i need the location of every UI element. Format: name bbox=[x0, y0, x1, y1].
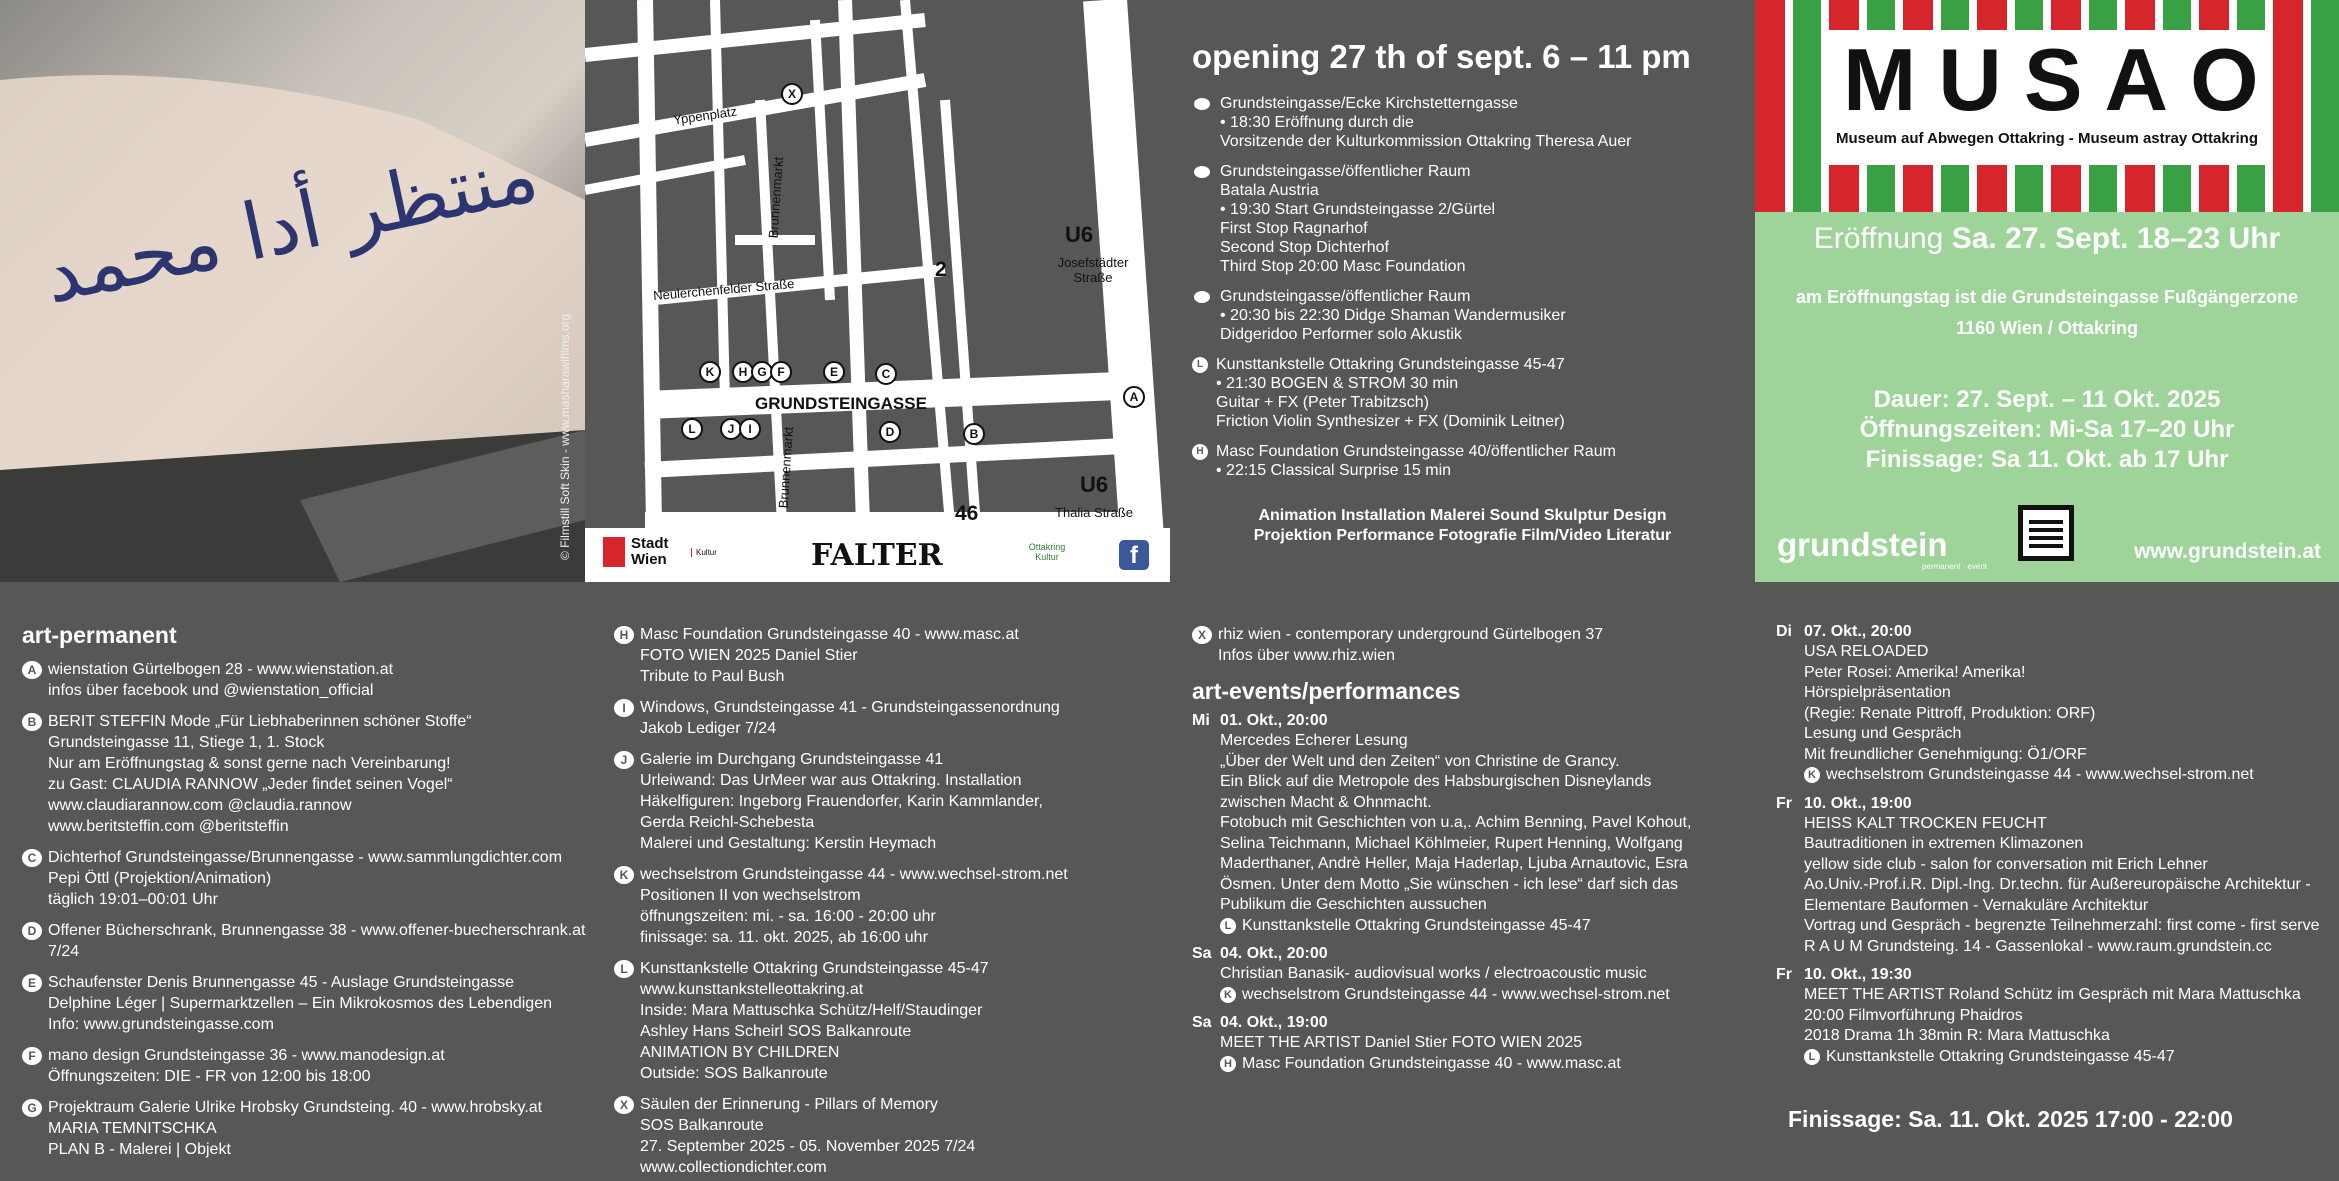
location-line: Ashley Hans Scheirl SOS Balkanroute bbox=[640, 1023, 912, 1040]
location-marker: E bbox=[22, 974, 42, 992]
event-body bbox=[1192, 731, 1740, 936]
event-weekday: Fr bbox=[1776, 794, 1792, 812]
location-lines bbox=[48, 659, 393, 701]
art-permanent-col-2 bbox=[590, 582, 1180, 1181]
event-location bbox=[1220, 985, 1740, 1006]
location-line: Kunsttankstelle Ottakring Grundsteingasse 45-47 bbox=[640, 960, 989, 977]
location-entry bbox=[22, 1097, 570, 1160]
location-marker: C bbox=[22, 849, 42, 867]
art-permanent-title: art-permanent bbox=[22, 622, 177, 648]
event-line: Peter Rosei: Amerika! Amerika! bbox=[1804, 663, 2026, 681]
location-line: PLAN B - Malerei | Objekt bbox=[48, 1141, 231, 1158]
opening-line: Grundsteingasse/öffentlicher Raum bbox=[1220, 288, 1471, 305]
map-marker-h[interactable]: H bbox=[732, 361, 754, 383]
location-line: Info: www.grundsteingasse.com bbox=[48, 1016, 274, 1033]
location-line: finissage: sa. 11. okt. 2025, ab 16:00 uhr bbox=[640, 929, 928, 946]
event-line: Publikum die Geschichten aussuchen bbox=[1220, 896, 1487, 913]
location-line: zu Gast: CLAUDIA RANNOW „Jeder findet seinen Vogel“ bbox=[48, 776, 453, 793]
event-location-text: Kunsttankstelle Ottakring Grundsteingasse 45-47 bbox=[1242, 916, 1591, 934]
event-line: 20:00 Filmvorführung Phaidros bbox=[1804, 1006, 2023, 1024]
map-marker-x[interactable]: X bbox=[781, 83, 803, 105]
event-line: USA RELOADED bbox=[1804, 643, 1929, 660]
opening-line: • 18:30 Eröffnung durch die bbox=[1220, 114, 1414, 131]
event-line: „Über der Welt und den Zeiten“ von Christine de Grancy. bbox=[1220, 752, 1620, 770]
location-lines bbox=[48, 1097, 542, 1160]
location-entry bbox=[22, 711, 570, 837]
map-marker-e[interactable]: E bbox=[823, 361, 845, 383]
opening-marker bbox=[1194, 291, 1210, 303]
event-location-marker: K bbox=[1804, 767, 1820, 783]
event-weekday: Sa bbox=[1192, 1014, 1212, 1031]
map-marker-l[interactable]: L bbox=[681, 418, 703, 440]
grundstein-sub: permanent · event bbox=[1922, 562, 1987, 571]
grundstein-logo bbox=[1777, 528, 1987, 571]
opening-line: Vorsitzende der Kulturkommission Ottakring Theresa Auer bbox=[1220, 133, 1632, 150]
opening-entry bbox=[1192, 355, 1733, 431]
categories-line-2: Projektion Performance Fotografie Film/Video Literatur bbox=[1253, 527, 1672, 544]
opening-entry-lines bbox=[1216, 442, 1616, 480]
location-line: Malerei und Gestaltung: Kerstin Heymach bbox=[640, 835, 937, 852]
event-item bbox=[1776, 794, 2319, 958]
opening-line: • 22:15 Classical Surprise 15 min bbox=[1216, 462, 1452, 479]
event-location bbox=[1804, 765, 2319, 786]
art-permanent-list-2 bbox=[614, 624, 1160, 1178]
sponsor-stadt-wien bbox=[603, 536, 717, 568]
location-lines bbox=[48, 1045, 445, 1087]
event-line: Fotobuch mit Geschichten von u.a,. Achim Benning, Pavel Kohout, bbox=[1220, 814, 1692, 831]
eroeffnung-label: Eröffnung bbox=[1813, 222, 1944, 255]
opening-line: Grundsteingasse/öffentlicher Raum bbox=[1220, 163, 1471, 180]
location-line: Jakob Lediger 7/24 bbox=[640, 720, 777, 737]
event-date: 07. Okt., 20:00 bbox=[1804, 623, 1912, 640]
location-line: infos über facebook und @wienstation_official bbox=[48, 682, 374, 699]
event-header bbox=[1776, 965, 2319, 985]
location-entry bbox=[22, 659, 570, 701]
opening-marker: L bbox=[1192, 357, 1208, 373]
event-location-marker: L bbox=[1804, 1049, 1820, 1065]
location-entry bbox=[614, 1094, 1160, 1178]
location-line: SOS Balkanroute bbox=[640, 1117, 764, 1134]
event-line: Mercedes Echerer Lesung bbox=[1220, 732, 1408, 749]
map-marker-i[interactable]: I bbox=[739, 418, 761, 440]
location-line: Offener Bücherschrank, Brunnengasse 38 - www.offener-buecherschrank.at bbox=[48, 922, 586, 939]
musao-panel bbox=[1755, 0, 2339, 582]
location-line: rhiz wien - contemporary underground Gürtelbogen 37 bbox=[1218, 626, 1604, 643]
street-brunnenmarkt-top: Brunnenmarkt bbox=[765, 156, 787, 239]
location-lines bbox=[640, 864, 1068, 948]
opening-line: Second Stop Dichterhof bbox=[1220, 239, 1389, 256]
event-line: R A U M Grundsteing. 14 - Gassenlokal - www.raum.grundstein.cc bbox=[1804, 937, 2272, 955]
event-location-marker: K bbox=[1220, 987, 1236, 1003]
location-marker: H bbox=[614, 626, 634, 644]
sponsor-ottakring: Ottakring Kultur bbox=[1028, 542, 1066, 562]
event-header bbox=[1776, 794, 2319, 814]
location-line: wechselstrom Grundsteingasse 44 - www.wechsel-strom.net bbox=[640, 866, 1068, 883]
map-marker-a[interactable]: A bbox=[1123, 386, 1145, 408]
zone-line-2: 1160 Wien / Ottakring bbox=[1956, 318, 2138, 338]
event-item bbox=[1192, 711, 1740, 936]
event-item bbox=[1192, 944, 1740, 1005]
event-line: MEET THE ARTIST Daniel Stier FOTO WIEN 2025 bbox=[1220, 1034, 1583, 1051]
finissage-short: Finissage: Sa 11. Okt. ab 17 Uhr bbox=[1865, 446, 2229, 473]
opening-marker bbox=[1194, 166, 1210, 178]
street-neulerchenfelder: Neulerchenfelder Straße bbox=[652, 275, 796, 304]
opening-list bbox=[1192, 94, 1733, 480]
event-location-text: Masc Foundation Grundsteingasse 40 - www.masc.at bbox=[1242, 1054, 1621, 1072]
street-grundsteingasse: GRUNDSTEINGASSE bbox=[755, 394, 927, 413]
location-line: BERIT STEFFIN Mode „Für Liebhaberinnen schöner Stoffe“ bbox=[48, 713, 472, 730]
location-line: Infos über www.rhiz.wien bbox=[1218, 647, 1395, 664]
event-location bbox=[1220, 1054, 1740, 1075]
location-line: Tribute to Paul Bush bbox=[640, 668, 785, 685]
location-entry bbox=[22, 920, 586, 962]
tram-2: 2 bbox=[935, 258, 947, 281]
opening-line: Didgeridoo Performer solo Akustik bbox=[1220, 326, 1462, 343]
musao-logo bbox=[1821, 30, 2281, 165]
location-line: ANIMATION BY CHILDREN bbox=[640, 1044, 840, 1061]
events-col-2 bbox=[1760, 582, 2339, 1181]
event-header bbox=[1776, 622, 2319, 642]
location-lines bbox=[640, 697, 1060, 739]
event-line: Bautraditionen in extremen Klimazonen bbox=[1804, 835, 2084, 852]
map-marker-d[interactable]: D bbox=[879, 421, 901, 443]
location-entry bbox=[22, 1045, 570, 1087]
location-line: wienstation Gürtelbogen 28 - www.wienstation.at bbox=[48, 661, 394, 678]
location-line: MARIA TEMNITSCHKA bbox=[48, 1120, 217, 1137]
opening-line: Masc Foundation Grundsteingasse 40/öffentlicher Raum bbox=[1216, 443, 1616, 460]
location-line: öffnungszeiten: mi. - sa. 16:00 - 20:00 uhr bbox=[640, 908, 936, 925]
event-weekday: Mi bbox=[1192, 712, 1210, 729]
u6-top: U6 bbox=[1065, 222, 1094, 247]
location-entry bbox=[22, 972, 570, 1035]
location-line: Schaufenster Denis Brunnengasse 45 - Auslage Grundsteingasse bbox=[48, 974, 515, 991]
location-line: Pepi Öttl (Projektion/Animation) bbox=[48, 870, 272, 887]
location-entry bbox=[614, 749, 1160, 854]
location-marker: X bbox=[614, 1096, 634, 1114]
oeffnungszeiten: Öffnungszeiten: Mi-Sa 17–20 Uhr bbox=[1859, 416, 2235, 443]
opening-line: Third Stop 20:00 Masc Foundation bbox=[1220, 258, 1466, 275]
event-date: 10. Okt., 19:00 bbox=[1804, 794, 1912, 812]
location-lines bbox=[640, 1094, 975, 1178]
event-location-marker: L bbox=[1220, 918, 1236, 934]
location-line: 7/24 bbox=[48, 943, 80, 960]
location-marker: A bbox=[22, 661, 42, 679]
location-line: Projektraum Galerie Ulrike Hrobsky Grundsteing. 40 - www.hrobsky.at bbox=[48, 1099, 543, 1116]
opening-line: Grundsteingasse/Ecke Kirchstetterngasse bbox=[1220, 95, 1518, 112]
location-lines bbox=[640, 749, 1043, 854]
opening-entry bbox=[1192, 287, 1733, 344]
opening-entry-lines bbox=[1220, 287, 1566, 344]
photo-credit: © Filmstill Soft Skin - www.masharawifilms.org bbox=[558, 313, 572, 560]
location-lines bbox=[48, 847, 562, 910]
event-line: 2018 Drama 1h 38min R: Mara Mattuschka bbox=[1804, 1027, 2110, 1044]
location-marker: G bbox=[22, 1099, 42, 1117]
event-line: Hörspielpräsentation bbox=[1804, 684, 1951, 701]
opening-line: • 19:30 Start Grundsteingasse 2/Gürtel bbox=[1220, 201, 1496, 218]
location-marker: D bbox=[22, 922, 42, 940]
location-entry bbox=[1192, 624, 1740, 666]
eroeffnung bbox=[1755, 222, 2339, 256]
street-thalia: Thalia Straße bbox=[1055, 505, 1134, 520]
location-line: Galerie im Durchgang Grundsteingasse 41 bbox=[640, 751, 944, 768]
location-line: 27. September 2025 - 05. November 2025 7/24 bbox=[640, 1138, 976, 1155]
location-line: täglich 19:01–00:01 Uhr bbox=[48, 891, 218, 908]
event-line: MEET THE ARTIST Roland Schütz im Gespräch mit Mara Mattuschka bbox=[1804, 986, 2301, 1003]
opening-entry bbox=[1192, 442, 1733, 480]
location-entry bbox=[614, 697, 1160, 739]
location-marker: X bbox=[1192, 626, 1212, 644]
categories-line-1: Animation Installation Malerei Sound Skulptur Design bbox=[1258, 507, 1667, 524]
event-line: Selina Teichmann, Michael Köhlmeier, Rupert Henning, Wolfgang bbox=[1220, 834, 1683, 852]
map-marker-g[interactable]: G bbox=[751, 361, 773, 383]
location-marker: F bbox=[22, 1047, 42, 1065]
location-line: Positionen II von wechselstrom bbox=[640, 887, 861, 904]
location-line: Dichterhof Grundsteingasse/Brunnengasse - www.sammlungdichter.com bbox=[48, 849, 563, 866]
events-list-2 bbox=[1776, 622, 2319, 1067]
grundstein-word: grundstein bbox=[1777, 526, 1948, 563]
opening-title: opening 27 th of sept. 6 – 11 pm bbox=[1192, 38, 1691, 75]
event-body bbox=[1192, 964, 1740, 1005]
location-marker: K bbox=[614, 866, 634, 884]
street-josefstaedter: Josefstädter Straße bbox=[1057, 255, 1129, 285]
event-item bbox=[1192, 1013, 1740, 1074]
location-line: Inside: Mara Mattuschka Schütz/Helf/Staudinger bbox=[640, 1002, 983, 1019]
event-line: Maderthaner, Andrè Heller, Maja Haderlap, Ljuba Arnautovic, Esra bbox=[1220, 855, 1688, 872]
opening-line: • 21:30 BOGEN & STROM 30 min bbox=[1216, 375, 1459, 392]
opening-line: Kunsttankstelle Ottakring Grundsteingasse 45-47 bbox=[1216, 356, 1565, 373]
event-body bbox=[1776, 814, 2319, 958]
location-line: Nur am Eröffnungstag & sonst gerne nach Vereinbarung! bbox=[48, 755, 451, 772]
event-location bbox=[1804, 1047, 2319, 1068]
location-line: Säulen der Erinnerung - Pillars of Memory bbox=[640, 1096, 938, 1113]
grundstein-url[interactable]: www.grundstein.at bbox=[2133, 540, 2321, 563]
opening-line: First Stop Ragnarhof bbox=[1220, 220, 1368, 237]
event-location-text: Kunsttankstelle Ottakring Grundsteingasse 45-47 bbox=[1826, 1047, 2175, 1065]
event-body bbox=[1192, 1033, 1740, 1074]
musao-title: MUSAO bbox=[1843, 30, 2281, 129]
location-lines bbox=[48, 711, 472, 837]
event-line: yellow side club - salon for conversation mit Erich Lehner bbox=[1804, 855, 2208, 873]
map-marker-c[interactable]: C bbox=[875, 363, 897, 385]
event-date: 04. Okt., 19:00 bbox=[1220, 1014, 1328, 1031]
events-list-1 bbox=[1192, 711, 1740, 1074]
event-header bbox=[1192, 944, 1740, 964]
art-permanent-col-1 bbox=[0, 582, 590, 1181]
sponsor-falter: FALTER bbox=[811, 538, 943, 573]
street-brunnenmarkt-bottom: Brunnenmarkt bbox=[775, 426, 797, 509]
finissage: Finissage: Sa. 11. Okt. 2025 17:00 - 22:00 bbox=[1788, 1106, 2233, 1132]
event-date: 10. Okt., 19:30 bbox=[1804, 966, 1912, 983]
facebook-icon[interactable]: f bbox=[1119, 540, 1149, 570]
event-line: (Regie: Renate Pittroff, Produktion: ORF) bbox=[1804, 704, 2096, 722]
location-entry bbox=[614, 958, 1160, 1084]
location-line: Öffnungszeiten: DIE - FR von 12:00 bis 18:00 bbox=[48, 1068, 371, 1085]
location-lines bbox=[48, 920, 585, 962]
location-line: www.claudiarannow.com @claudia.rannow bbox=[48, 797, 352, 814]
event-line: Ösmen. Unter dem Motto „Sie wünschen - ich lese“ darf sich das bbox=[1220, 875, 1678, 893]
opening-entry bbox=[1192, 94, 1733, 151]
event-line: zwischen Macht & Ohnmacht. bbox=[1220, 793, 1432, 811]
event-location-marker: H bbox=[1220, 1056, 1236, 1072]
stadt-wien-flag-icon bbox=[603, 537, 625, 567]
location-lines bbox=[640, 958, 989, 1084]
map-marker-k[interactable]: K bbox=[699, 361, 721, 383]
event-weekday: Di bbox=[1776, 623, 1792, 640]
eroeffnung-date: Sa. 27. Sept. 18–23 Uhr bbox=[1951, 222, 2281, 255]
musao-subtitle: Museum auf Abwegen Ottakring - Museum astray Ottakring bbox=[1835, 130, 2258, 147]
opening-entry bbox=[1192, 162, 1733, 276]
event-line: Vortrag und Gespräch - begrenzte Teilnehmerzahl: first come - first serve bbox=[1804, 917, 2320, 934]
event-body bbox=[1776, 985, 2319, 1067]
event-date: 01. Okt., 20:00 bbox=[1220, 712, 1328, 729]
dauer: Dauer: 27. Sept. – 11 Okt. 2025 bbox=[1873, 386, 2221, 413]
event-item bbox=[1776, 622, 2319, 786]
event-date: 04. Okt., 20:00 bbox=[1220, 945, 1328, 962]
street-yppenplatz: Yppenplatz bbox=[672, 103, 738, 128]
location-entry bbox=[614, 624, 1160, 687]
location-marker: B bbox=[22, 713, 42, 731]
location-line: www.collectiondichter.com bbox=[640, 1159, 827, 1176]
map-marker-f[interactable]: F bbox=[770, 361, 792, 383]
location-lines bbox=[48, 972, 552, 1035]
events-col-1 bbox=[1180, 582, 1760, 1181]
location-line: Outside: SOS Balkanroute bbox=[640, 1065, 828, 1082]
event-weekday: Sa bbox=[1192, 945, 1212, 962]
opening-marker bbox=[1194, 98, 1210, 110]
event-line: Lesung und Gespräch bbox=[1804, 725, 1962, 742]
opening-panel bbox=[1170, 0, 1755, 582]
art-permanent-list-1 bbox=[22, 659, 586, 1160]
opening-line: Guitar + FX (Peter Trabitzsch) bbox=[1216, 394, 1429, 411]
location-line: Gerda Reichl-Schebesta bbox=[640, 814, 815, 831]
opening-marker: H bbox=[1192, 444, 1208, 460]
categories bbox=[1192, 506, 1733, 546]
location-marker: J bbox=[614, 751, 634, 769]
location-line: mano design Grundsteingasse 36 - www.manodesign.at bbox=[48, 1047, 445, 1064]
location-line: www.kunsttankstelleottakring.at bbox=[640, 981, 864, 998]
event-body bbox=[1776, 642, 2319, 786]
u6-bottom: U6 bbox=[1080, 472, 1109, 497]
location-entry bbox=[614, 864, 1160, 948]
location-line: www.beritsteffin.com @beritsteffin bbox=[48, 818, 289, 835]
event-item bbox=[1776, 965, 2319, 1067]
location-line: Häkelfiguren: Ingeborg Frauendorfer, Karin Kammlander, bbox=[640, 793, 1043, 810]
location-line: Urleiwand: Das UrMeer war aus Ottakring. Installation bbox=[640, 772, 1022, 789]
location-marker: L bbox=[614, 960, 634, 978]
map-marker-b[interactable]: B bbox=[963, 423, 985, 445]
location-line: Delphine Léger | Supermarktzellen – Ein Mikrokosmos des Lebendigen bbox=[48, 995, 552, 1012]
location-marker: I bbox=[614, 699, 634, 717]
location-map bbox=[585, 0, 1170, 582]
event-header bbox=[1192, 1013, 1740, 1033]
events-title: art-events/performances bbox=[1192, 678, 1461, 704]
opening-line: • 20:30 bis 22:30 Didge Shaman Wandermusiker bbox=[1220, 307, 1566, 324]
qr-code-icon[interactable] bbox=[2018, 505, 2074, 561]
location-line: Windows, Grundsteingasse 41 - Grundsteingassenordnung bbox=[640, 699, 1060, 716]
event-header bbox=[1192, 711, 1740, 731]
opening-entry-lines bbox=[1220, 162, 1495, 276]
tattoo-text: منتظر أدا محمد bbox=[36, 128, 546, 322]
event-line: Mit freundlicher Genehmigung: Ö1/ORF bbox=[1804, 745, 2087, 763]
event-location bbox=[1220, 916, 1740, 937]
event-location-text: wechselstrom Grundsteingasse 44 - www.wechsel-strom.net bbox=[1242, 985, 1670, 1003]
location-entry bbox=[22, 847, 570, 910]
stadt-wien-label: Stadt Wien bbox=[631, 535, 669, 568]
event-line: Christian Banasik- audiovisual works / electroacoustic music bbox=[1220, 965, 1647, 982]
map-marker-j[interactable]: J bbox=[720, 418, 742, 440]
opening-line: Friction Violin Synthesizer + FX (Dominik Leitner) bbox=[1216, 413, 1565, 430]
location-lines bbox=[640, 624, 1019, 687]
event-line: HEISS KALT TROCKEN FEUCHT bbox=[1804, 814, 2047, 832]
opening-line: Batala Austria bbox=[1220, 182, 1319, 199]
location-line: Masc Foundation Grundsteingasse 40 - www.masc.at bbox=[640, 626, 1019, 643]
location-lines bbox=[1218, 624, 1603, 666]
opening-entry-lines bbox=[1216, 355, 1565, 431]
event-weekday: Fr bbox=[1776, 966, 1792, 983]
zone-line-1: am Eröffnungstag ist die Grundsteingasse Fußgängerzone bbox=[1795, 287, 2299, 307]
location-line: Grundsteingasse 11, Stiege 1, 1. Stock bbox=[48, 734, 325, 751]
tram-46: 46 bbox=[955, 502, 979, 525]
event-location-text: wechselstrom Grundsteingasse 44 - www.wechsel-strom.net bbox=[1826, 766, 2254, 783]
event-line: Elementare Bauformen - Vernakuläre Architektur bbox=[1804, 896, 2149, 914]
rhiz-entry bbox=[1192, 624, 1740, 666]
opening-entry-lines bbox=[1220, 94, 1631, 151]
event-line: Ein Blick auf die Metropole des Habsburgischen Disneylands bbox=[1220, 773, 1652, 790]
kultur-label: Kultur bbox=[691, 548, 717, 557]
event-line: Ao.Univ.-Prof.i.R. Dipl.-Ing. Dr.techn. für Außereuropäische Architektur - bbox=[1804, 876, 2311, 893]
cover-photo bbox=[0, 0, 585, 582]
location-line: FOTO WIEN 2025 Daniel Stier bbox=[640, 647, 858, 664]
